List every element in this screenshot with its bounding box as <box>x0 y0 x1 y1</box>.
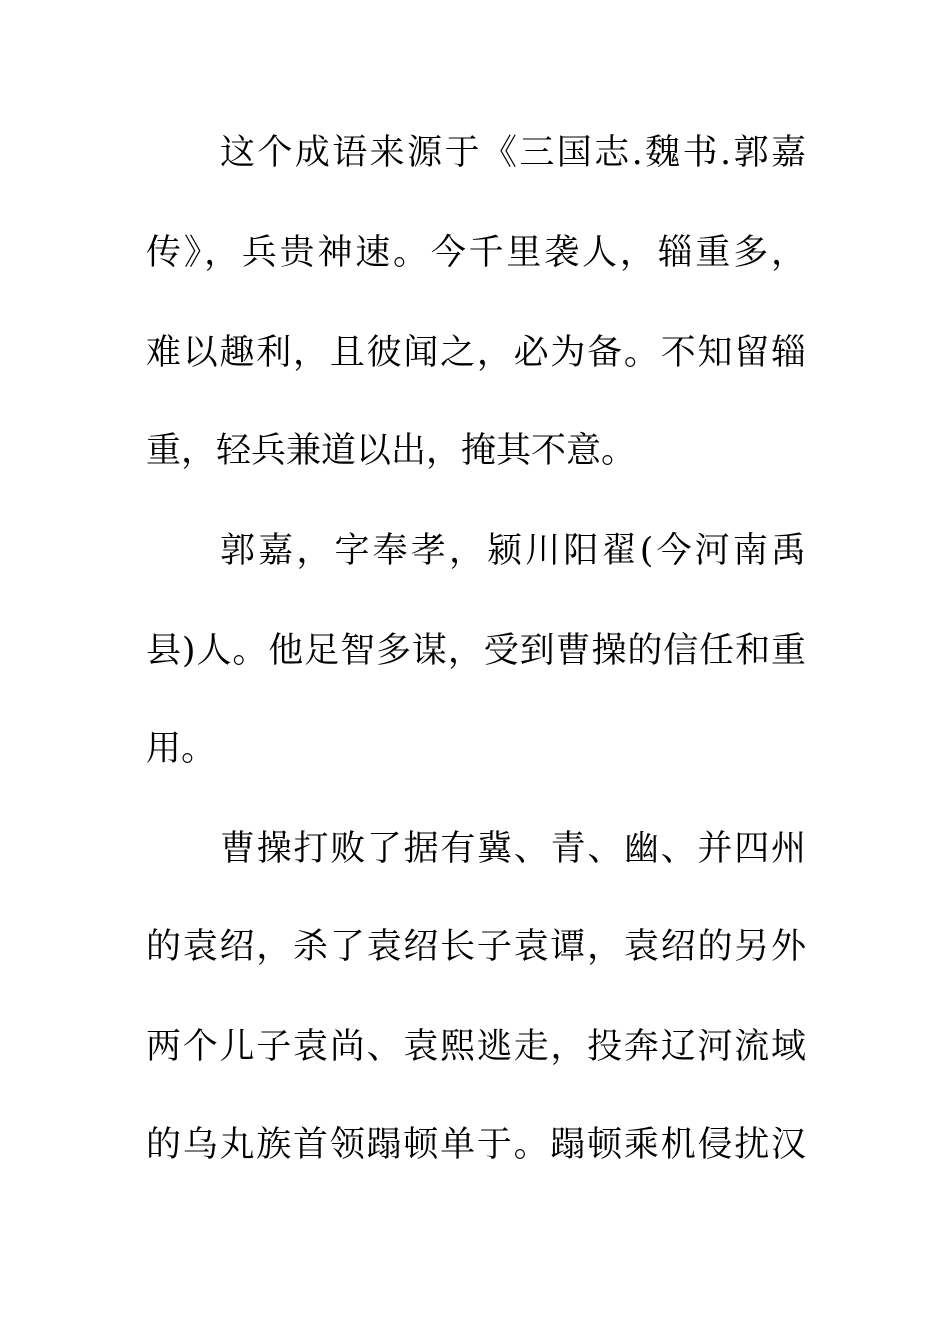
paragraph-2-line-1: 郭嘉，字奉孝，颍川阳翟(今河南禹 <box>220 531 806 571</box>
paragraph-3-line-2: 的袁绍，杀了袁绍长子袁谭，袁绍的另外 <box>146 927 806 967</box>
paragraph-3-line-4: 的乌丸族首领蹋顿单于。蹋顿乘机侵扰汉 <box>146 1125 806 1165</box>
paragraph-2-line-2: 县)人。他足智多谋，受到曹操的信任和重 <box>146 631 806 671</box>
paragraph-1-line-3: 难以趣利，且彼闻之，必为备。不知留辎 <box>146 333 806 373</box>
paragraph-1-line-2: 传》，兵贵神速。今千里袭人，辎重多， <box>146 233 806 273</box>
paragraph-1-line-1: 这个成语来源于《三国志.魏书.郭嘉 <box>220 133 806 173</box>
paragraph-2-line-3: 用。 <box>146 729 217 769</box>
paragraph-3-line-3: 两个儿子袁尚、袁熙逃走，投奔辽河流域 <box>146 1027 806 1067</box>
paragraph-1-line-4: 重，轻兵兼道以出，掩其不意。 <box>146 431 637 471</box>
paragraph-3-line-1: 曹操打败了据有冀、青、幽、并四州 <box>220 829 806 869</box>
